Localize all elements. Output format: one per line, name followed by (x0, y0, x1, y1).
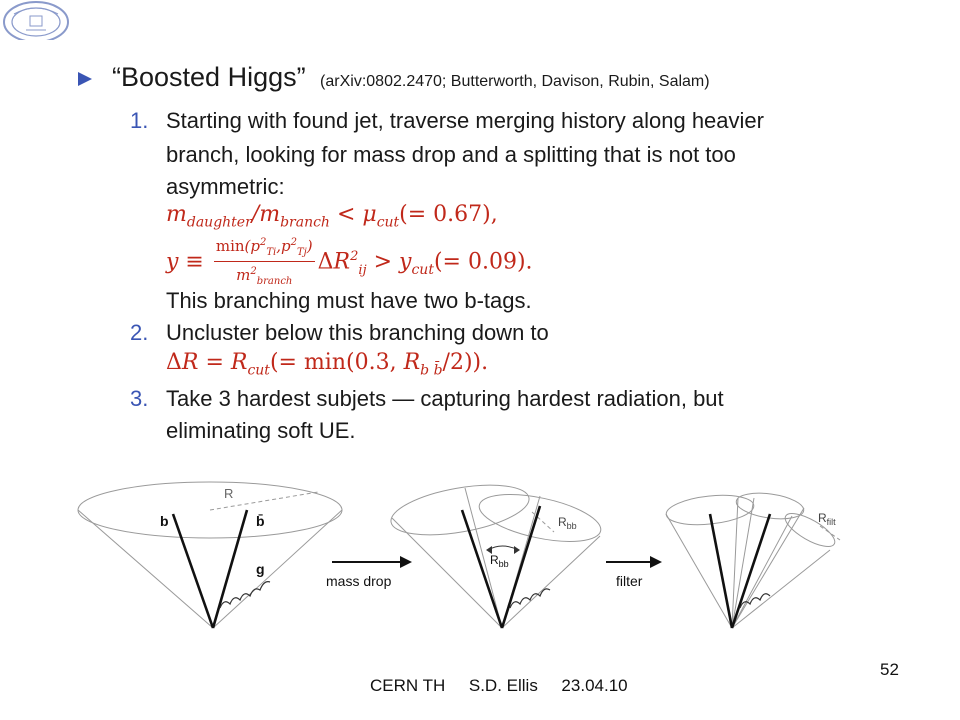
subjet-cone-right (475, 486, 605, 551)
label-R: R (224, 486, 234, 501)
label-filter: filter (616, 573, 643, 589)
label-R-bb-arc: $R_{bb}$ (490, 553, 509, 569)
university-logo (2, 0, 70, 40)
subjet-cone-left (387, 476, 533, 544)
step-3-line-1: Take 3 hardest subjets — capturing hardest radiation, but (166, 386, 724, 411)
bbar-quark-line (213, 510, 247, 628)
label-R-filt: $R_{filt}$ (818, 511, 836, 527)
gluon-curl (220, 582, 270, 608)
page-number: 52 (880, 660, 899, 679)
heading-reference: (arXiv:0802.2470; Butterworth, Davison, Rubin, Salam) (320, 73, 710, 90)
label-R-bb-cone: $R_{bb}$ (558, 515, 577, 531)
step-1-line-2: branch, looking for mass drop and a splitting that is not too (166, 142, 736, 167)
mass-drop-condition: $m_{daughter}/m_{branch} < \mu_{cut}(= 0.67)$, (166, 202, 498, 231)
boosted-higgs-jet-diagram (70, 470, 870, 640)
filtered-cone-3 (781, 507, 839, 552)
step-2-line-1: Uncluster below this branching down to (166, 320, 549, 345)
step-number-3: 3. (130, 386, 149, 411)
step-1-line-3: asymmetric: (166, 174, 285, 199)
heading-title: “Boosted Higgs” (112, 62, 306, 92)
step-1-line-1: Starting with found jet, traverse merging history along heavier (166, 108, 764, 133)
step-1-after-text: This branching must have two b-tags. (166, 288, 532, 313)
bullet-triangle-icon (76, 70, 94, 88)
label-mass-drop: mass drop (326, 573, 392, 589)
filtered-cone-1 (665, 491, 755, 528)
step-3-line-2: eliminating soft UE. (166, 418, 356, 443)
step-number-1: 1. (130, 108, 149, 133)
asymmetry-condition: y ≡ $\frac{\min(p^2_{Ti},p^2_{Tj})}{m^2_{branch}}$ $\Delta R^2_{ij} > y_{cut}(= 0.09)$. (166, 234, 533, 291)
slide-heading (112, 62, 710, 93)
slide-footer: CERN TH S.D. Ellis 23.04.10 (370, 676, 628, 695)
label-bbar: b̄ (256, 513, 265, 529)
step-number-2: 2. (130, 320, 149, 345)
label-b: b (160, 513, 169, 529)
label-g: g (256, 561, 265, 577)
uncluster-radius-condition: $\Delta R = R_{cut}(= \min(0.3$, $R_{b b̄}/2$)). (166, 350, 489, 379)
